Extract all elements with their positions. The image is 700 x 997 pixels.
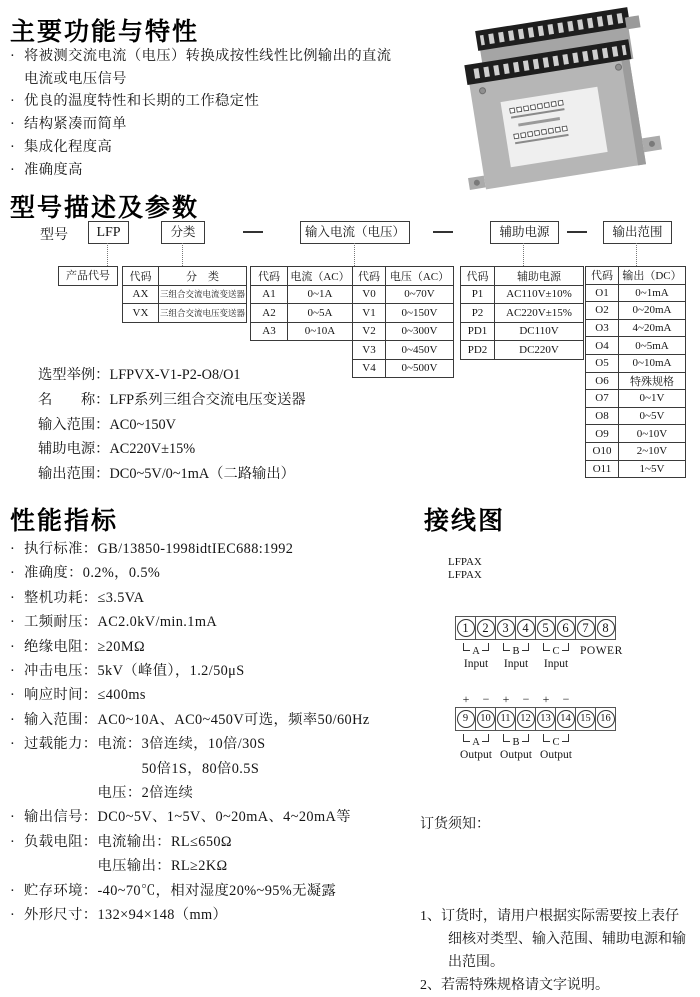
model-prefix-label: 型号 [40, 228, 68, 243]
table-row [586, 354, 686, 372]
performance-text: 电压输出：RL≥2KΩ [24, 858, 228, 875]
ordering-line: 细核对类型、输入范围、辅助电源和输 [420, 932, 686, 947]
table-row [251, 285, 353, 304]
table-row [461, 322, 584, 341]
group-label: Output [460, 749, 492, 761]
polarity-sign: − [522, 692, 530, 706]
feature-text: 电流或电压信号 [24, 70, 127, 87]
group-bracket [536, 734, 576, 748]
column-header: 代码 [586, 267, 619, 285]
terminal-number: 12 [517, 710, 535, 728]
bracket-right-elbow [522, 734, 529, 742]
terminal-number: 10 [477, 710, 495, 728]
phase-group [536, 643, 576, 670]
terminal-cell [475, 616, 496, 640]
table-row [586, 302, 686, 320]
example-value: DC0~5V/0~1mA（二路输出） [109, 466, 295, 483]
model-box-input: 输入电流（电压） [300, 221, 410, 244]
ordering-notes [420, 813, 686, 997]
code-cell: A1 [251, 285, 288, 304]
performance-text: 电压：2倍连续 [24, 785, 194, 802]
feature-text: 结构紧凑而简单 [24, 116, 127, 133]
wiring-model-label: LFPAX [448, 569, 482, 581]
value-cell: DC110V [495, 322, 584, 341]
group-label: Output [500, 749, 532, 761]
performance-item [10, 561, 370, 585]
terminal-number: 11 [497, 710, 515, 728]
value-cell: 0~10A [288, 322, 353, 341]
terminal-cell [595, 707, 616, 731]
example-line [38, 388, 306, 413]
example-line [38, 413, 306, 438]
performance-item [10, 537, 370, 561]
bullet-glyph [10, 68, 24, 91]
table-row [251, 322, 353, 341]
value-cell: 特殊规格 [619, 372, 686, 390]
bracket-left-elbow [543, 734, 550, 742]
value-cell: 0~300V [386, 322, 454, 341]
polarity-sign: − [482, 692, 490, 706]
bullet-glyph [10, 854, 24, 878]
dotted-connector [107, 243, 108, 266]
transducer-device-illustration [437, 6, 667, 186]
table-row [586, 337, 686, 355]
bullet-glyph: · [10, 161, 16, 178]
bullet-glyph: · [10, 663, 16, 680]
table-row [123, 304, 247, 323]
bracket-right-elbow [562, 643, 569, 651]
code-cell: V2 [353, 322, 386, 341]
wiring-model-labels [448, 556, 482, 582]
value-cell: 4~20mA [619, 319, 686, 337]
terminal-cell [575, 616, 596, 640]
performance-item [10, 805, 370, 829]
code-cell: O11 [586, 460, 619, 478]
value-cell: 0~1mA [619, 284, 686, 302]
table-row [461, 285, 584, 304]
terminal-cell [595, 616, 616, 640]
performance-text: 过载能力：电流：3倍连续，10倍/30S [24, 736, 266, 753]
feature-text: 集成化程度高 [24, 138, 113, 155]
terminal-number: 7 [577, 619, 595, 637]
value-cell: 0~20mA [619, 302, 686, 320]
example-label: 输出范围： [38, 466, 110, 483]
table-row [586, 372, 686, 390]
phase-group [456, 643, 496, 670]
table-row [586, 284, 686, 302]
value-cell: 0~5A [288, 304, 353, 323]
table-header-row [251, 267, 353, 286]
phase-group [536, 734, 576, 761]
table-row [251, 304, 353, 323]
feature-item [10, 136, 391, 159]
ordering-line: 1、订货时，请用户根据实际需要按上表仔 [420, 909, 679, 924]
performance-item [10, 708, 370, 732]
ordering-title: 订货须知： [420, 817, 490, 832]
phase-letter: A [472, 737, 480, 748]
polarity-sign: + [542, 692, 550, 706]
model-box-output: 输出范围 [603, 221, 672, 244]
phase-group [456, 734, 496, 761]
terminal-cell [535, 616, 556, 640]
performance-item [10, 903, 370, 927]
aux-power-table [460, 266, 584, 360]
terminal-cell [535, 707, 556, 731]
bullet-glyph: · [10, 614, 16, 631]
output-groups [456, 734, 616, 761]
output-table [585, 266, 686, 478]
dotted-connector [354, 243, 355, 266]
bullet-glyph: · [10, 882, 16, 899]
selection-example [38, 363, 306, 487]
bracket-left-elbow [543, 643, 550, 651]
feature-text: 将被测交流电流（电压）转换成按性线性比例输出的直流 [24, 48, 392, 64]
value-cell: 0~10V [619, 425, 686, 443]
performance-text: 工频耐压：AC2.0kV/min.1mA [24, 614, 218, 631]
feature-item [10, 45, 391, 68]
table-row [586, 425, 686, 443]
table-row [461, 341, 584, 360]
value-cell: 三组合交流电流变送器 [159, 285, 247, 304]
code-cell: O3 [586, 319, 619, 337]
phase-letter: B [512, 737, 520, 748]
group-bracket [456, 734, 496, 748]
terminal-cell [475, 707, 496, 731]
performance-text: 输入范围：AC0~10A、AC0~450V可选，频率50/60Hz [24, 711, 370, 728]
terminal-cell [575, 707, 596, 731]
phase-letter: A [472, 646, 480, 657]
performance-item [10, 683, 370, 707]
bullet-glyph: · [10, 687, 16, 704]
dash-separator [567, 231, 587, 233]
example-value: LFP系列三组合交流电压变送器 [109, 391, 306, 408]
table-row [586, 319, 686, 337]
value-cell: 0~70V [386, 285, 454, 304]
terminal-number: 9 [457, 710, 475, 728]
code-cell: O2 [586, 302, 619, 320]
performance-title: 性能指标 [10, 507, 119, 535]
table-row [353, 304, 454, 323]
bracket-right-elbow [482, 734, 489, 742]
ordering-line: 出范围。 [420, 955, 504, 970]
performance-text: 执行标准：GB/13850-1998idtIEC688:1992 [24, 541, 294, 557]
bullet-glyph: · [10, 138, 16, 155]
performance-item [10, 732, 370, 756]
value-cell: 0~1V [619, 390, 686, 408]
example-label: 名 称： [38, 391, 110, 408]
code-cell: PD2 [461, 341, 495, 360]
performance-item [10, 781, 370, 805]
feature-item [10, 68, 391, 91]
code-cell: O6 [586, 372, 619, 390]
table-header-row [353, 267, 454, 286]
column-header: 输出（DC） [619, 267, 686, 285]
performance-text: 整机功耗：≤3.5VA [24, 589, 145, 606]
phase-group [496, 643, 536, 670]
terminal-number: 3 [497, 619, 515, 637]
model-box-product: LFP [88, 221, 129, 244]
code-cell: O1 [586, 284, 619, 302]
terminal-number: 5 [537, 619, 555, 637]
group-label: Input [543, 658, 569, 670]
value-cell: 0~500V [386, 359, 454, 378]
value-cell: 0~10mA [619, 354, 686, 372]
model-section-title: 型号描述及参数 [10, 194, 200, 222]
column-header: 电流（AC） [288, 267, 353, 286]
code-cell: A2 [251, 304, 288, 323]
bracket-left-elbow [463, 734, 470, 742]
column-header: 分 类 [159, 267, 247, 286]
performance-text: 负载电阻：电流输出：RL≤650Ω [24, 833, 232, 850]
example-value: AC0~150V [109, 416, 176, 433]
bullet-glyph: · [10, 565, 16, 582]
table-row [353, 322, 454, 341]
group-bracket [496, 734, 536, 748]
product-photo [437, 6, 667, 186]
terminal-number: 13 [537, 710, 555, 728]
terminal-row [456, 707, 616, 731]
performance-text: 外形尺寸：132×94×148（mm） [24, 907, 228, 924]
table-header-row [461, 267, 584, 286]
table-row [461, 304, 584, 323]
performance-text: 绝缘电阻：≥20MΩ [24, 638, 145, 655]
terminal-cell [455, 616, 476, 640]
feature-item [10, 113, 391, 136]
value-cell: AC110V±10% [495, 285, 584, 304]
polarity-sign: + [462, 692, 470, 706]
column-header: 代码 [461, 267, 495, 286]
power-label: POWER [580, 645, 623, 657]
bullet-glyph: · [10, 736, 16, 753]
model-box-class: 分类 [161, 221, 205, 244]
phase-letter: C [552, 737, 560, 748]
bracket-right-elbow [562, 734, 569, 742]
code-cell: V0 [353, 285, 386, 304]
dotted-connector [182, 243, 183, 266]
terminal-number: 4 [517, 619, 535, 637]
example-label: 辅助电源： [38, 441, 110, 458]
feature-item [10, 159, 391, 182]
output-terminal-strip [456, 694, 616, 761]
code-cell: AX [123, 285, 159, 304]
feature-text: 优良的温度特性和长期的工作稳定性 [24, 93, 260, 110]
group-label: Output [540, 749, 572, 761]
terminal-number: 8 [597, 619, 615, 637]
column-header: 代码 [251, 267, 288, 286]
value-cell: DC220V [495, 341, 584, 360]
bullet-glyph: · [10, 541, 16, 557]
phase-letter: B [512, 646, 520, 657]
current-table [250, 266, 353, 341]
performance-item [10, 854, 370, 878]
group-label: Input [463, 658, 489, 670]
bullet-glyph [10, 781, 24, 805]
performance-item [10, 659, 370, 683]
bullet-glyph: · [10, 833, 16, 850]
value-cell: 2~10V [619, 442, 686, 460]
performance-text: 贮存环境：-40~70℃，相对湿度20%~95%无凝露 [24, 882, 337, 899]
code-cell: O10 [586, 442, 619, 460]
value-cell: AC220V±15% [495, 304, 584, 323]
code-cell: PD1 [461, 322, 495, 341]
performance-item [10, 830, 370, 854]
code-cell: A3 [251, 322, 288, 341]
terminal-cell [495, 616, 516, 640]
bullet-glyph: · [10, 589, 16, 606]
device-body [445, 5, 663, 192]
terminal-cell [555, 616, 576, 640]
group-bracket [536, 643, 576, 657]
feature-text: 准确度高 [24, 161, 83, 178]
terminal-number: 6 [557, 619, 575, 637]
code-cell: V4 [353, 359, 386, 378]
bullet-glyph: · [10, 809, 16, 826]
performance-text: 响应时间：≤400ms [24, 687, 146, 704]
performance-text: 50倍1S，80倍0.5S [24, 760, 260, 777]
voltage-table [352, 266, 454, 378]
value-cell: 1~5V [619, 460, 686, 478]
value-cell: 0~450V [386, 341, 454, 360]
code-cell: O7 [586, 390, 619, 408]
example-line [38, 363, 306, 388]
bracket-left-elbow [503, 734, 510, 742]
example-value: AC220V±15% [109, 441, 196, 458]
performance-item [10, 610, 370, 634]
terminal-cell [455, 707, 476, 731]
ordering-lines [420, 836, 686, 997]
performance-list [10, 537, 370, 928]
code-cell: O8 [586, 407, 619, 425]
value-cell: 0~150V [386, 304, 454, 323]
model-box-aux: 辅助电源 [490, 221, 559, 244]
bullet-glyph: · [10, 711, 16, 728]
polarity-sign: − [562, 692, 570, 706]
performance-text: 准确度：0.2%，0.5% [24, 565, 161, 582]
features-list [10, 45, 391, 181]
performance-item [10, 757, 370, 781]
terminal-number: 16 [597, 710, 615, 728]
dash-separator [433, 231, 453, 233]
terminal-cell [555, 707, 576, 731]
terminal-cell [515, 707, 536, 731]
code-cell: VX [123, 304, 159, 323]
terminal-number: 1 [457, 619, 475, 637]
wiring-title: 接线图 [424, 507, 506, 535]
value-cell: 0~5V [619, 407, 686, 425]
example-label: 选型举例： [38, 367, 110, 383]
table-row [586, 442, 686, 460]
bracket-left-elbow [463, 643, 470, 651]
phase-letter: C [552, 646, 560, 657]
terminal-number: 2 [477, 619, 495, 637]
example-line [38, 437, 306, 462]
features-title: 主要功能与特性 [10, 18, 200, 46]
bullet-glyph: · [10, 907, 16, 924]
feature-item [10, 90, 391, 113]
performance-text: 输出信号：DC0~5V、1~5V、0~20mA、4~20mA等 [24, 809, 351, 826]
code-cell: O5 [586, 354, 619, 372]
example-value: LFPVX-V1-P2-O8/O1 [109, 367, 241, 383]
column-header: 代码 [123, 267, 159, 286]
code-cell: V1 [353, 304, 386, 323]
performance-item [10, 635, 370, 659]
terminal-number: 14 [557, 710, 575, 728]
group-bracket [496, 643, 536, 657]
terminal-row [456, 616, 616, 640]
column-header: 辅助电源 [495, 267, 584, 286]
bullet-glyph [10, 757, 24, 781]
column-header: 电压（AC） [386, 267, 454, 286]
example-label: 输入范围： [38, 416, 110, 433]
table-row [123, 285, 247, 304]
code-cell: O4 [586, 337, 619, 355]
code-cell: V3 [353, 341, 386, 360]
value-cell: 三组合交流电压变送器 [159, 304, 247, 323]
table-row [353, 359, 454, 378]
table-header-row [123, 267, 247, 286]
example-line [38, 462, 306, 487]
code-cell: O9 [586, 425, 619, 443]
table-row [353, 341, 454, 360]
phase-group [496, 734, 536, 761]
performance-item [10, 879, 370, 903]
table-row [586, 407, 686, 425]
terminal-cell [515, 616, 536, 640]
terminal-number: 15 [577, 710, 595, 728]
input-terminal-strip [456, 616, 623, 670]
product-code-header-box: 产品代号 [58, 266, 118, 286]
performance-text: 冲击电压：5kV（峰值），1.2/50μS [24, 663, 245, 680]
dotted-connector [636, 243, 637, 266]
bracket-right-elbow [482, 643, 489, 651]
code-cell: P1 [461, 285, 495, 304]
table-row [586, 460, 686, 478]
bullet-glyph: · [10, 638, 16, 655]
polarity-row [456, 694, 616, 705]
polarity-sign: + [502, 692, 510, 706]
performance-item [10, 586, 370, 610]
group-label: Input [503, 658, 529, 670]
column-header: 代码 [353, 267, 386, 286]
value-cell: 0~5mA [619, 337, 686, 355]
wiring-model-label: LFPAX [448, 556, 482, 568]
bullet-glyph: · [10, 48, 16, 64]
value-cell: 0~1A [288, 285, 353, 304]
bullet-glyph: · [10, 93, 16, 110]
ordering-line: 2、若需特殊规格请文字说明。 [420, 978, 609, 993]
classification-table [122, 266, 247, 323]
terminal-cell [495, 707, 516, 731]
table-row [586, 390, 686, 408]
group-bracket [456, 643, 496, 657]
dotted-connector [523, 243, 524, 266]
bracket-left-elbow [503, 643, 510, 651]
code-cell: P2 [461, 304, 495, 323]
dash-separator [243, 231, 263, 233]
table-row [353, 285, 454, 304]
bullet-glyph: · [10, 116, 16, 133]
table-header-row [586, 267, 686, 285]
bracket-right-elbow [522, 643, 529, 651]
